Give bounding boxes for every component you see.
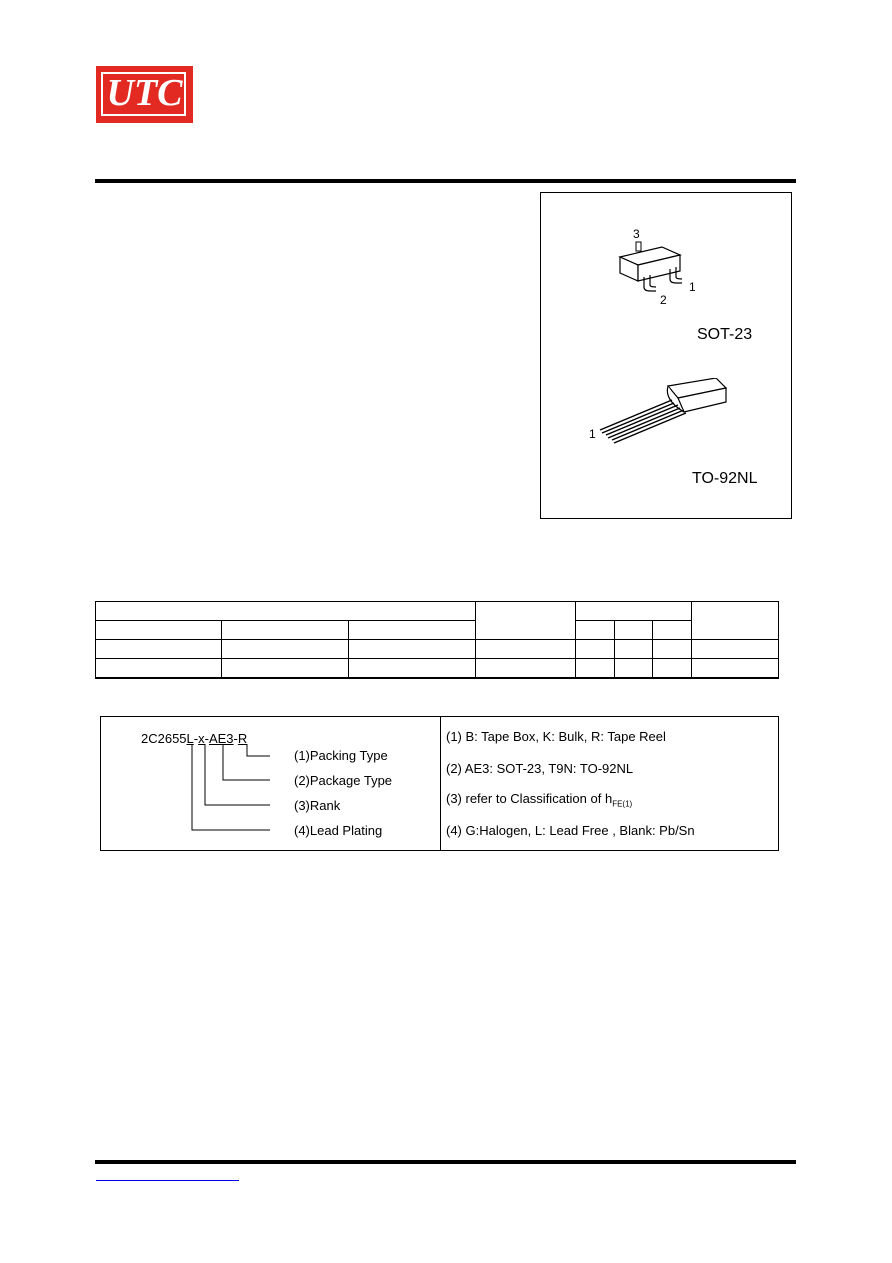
ordering-table <box>95 601 779 679</box>
field-package-type: (2)Package Type <box>294 773 393 788</box>
to92nl-drawing <box>598 378 738 448</box>
table-cell <box>349 640 476 659</box>
utc-logo <box>96 66 193 123</box>
marking-divider <box>440 716 441 851</box>
part-number-package: AE3 <box>208 731 234 746</box>
table-cell <box>614 640 653 659</box>
sot23-label: SOT-23 <box>697 326 753 343</box>
table-cell <box>614 659 653 679</box>
to92nl-pin1-label: 1 <box>589 427 596 441</box>
part-number-lead: L <box>186 731 194 746</box>
table-cell <box>96 602 476 621</box>
part-number: 2C2655L-x-AE3-R <box>141 731 248 746</box>
table-cell <box>653 659 692 679</box>
sot23-pin3-label: 3 <box>633 227 640 241</box>
field-rank: (3)Rank <box>294 798 341 813</box>
table-cell <box>576 640 615 659</box>
part-number-packing: R <box>237 731 248 746</box>
table-cell <box>692 640 779 659</box>
table-cell <box>349 621 476 640</box>
sot23-pin1-label: 1 <box>689 280 696 294</box>
table-cell <box>476 602 576 640</box>
desc-rank-sub: FE(1) <box>612 799 633 809</box>
table-cell <box>96 640 222 659</box>
desc-package: (2) AE3: SOT-23, T9N: TO-92NL <box>446 761 634 776</box>
table-cell <box>96 621 222 640</box>
header-rule <box>95 179 796 183</box>
table-cell <box>692 602 779 640</box>
table-cell <box>222 621 349 640</box>
table-cell <box>653 640 692 659</box>
table-cell <box>614 621 653 640</box>
footer-link[interactable] <box>96 1180 239 1181</box>
table-cell <box>576 659 615 679</box>
desc-rank-text: (3) refer to Classification of h <box>446 791 613 806</box>
table-row <box>96 602 779 621</box>
table-cell <box>476 659 576 679</box>
table-cell <box>692 659 779 679</box>
desc-lead: (4) G:Halogen, L: Lead Free , Blank: Pb/Sn <box>446 823 695 838</box>
logo-text: UTC <box>106 72 183 114</box>
table-cell <box>576 602 692 621</box>
table-cell <box>576 621 615 640</box>
table-cell <box>349 659 476 679</box>
sot23-drawing <box>600 225 710 315</box>
footer-rule <box>95 1160 796 1164</box>
table-cell <box>222 659 349 679</box>
table-row <box>96 640 779 659</box>
table-cell <box>653 621 692 640</box>
field-lead-plating: (4)Lead Plating <box>294 823 383 838</box>
table-row <box>96 621 779 640</box>
to92nl-label: TO-92NL <box>692 470 758 487</box>
table-row <box>96 659 779 679</box>
desc-rank <box>446 791 632 809</box>
desc-packing: (1) B: Tape Box, K: Bulk, R: Tape Reel <box>446 729 666 744</box>
table-cell <box>476 640 576 659</box>
table-cell <box>222 640 349 659</box>
part-number-base: 2C2655 <box>141 731 187 746</box>
table-cell <box>96 659 222 679</box>
field-packing-type: (1)Packing Type <box>294 748 388 763</box>
marking-connectors <box>185 744 275 834</box>
sot23-pin2-label: 2 <box>660 293 667 307</box>
part-number-rank: x <box>198 731 205 746</box>
